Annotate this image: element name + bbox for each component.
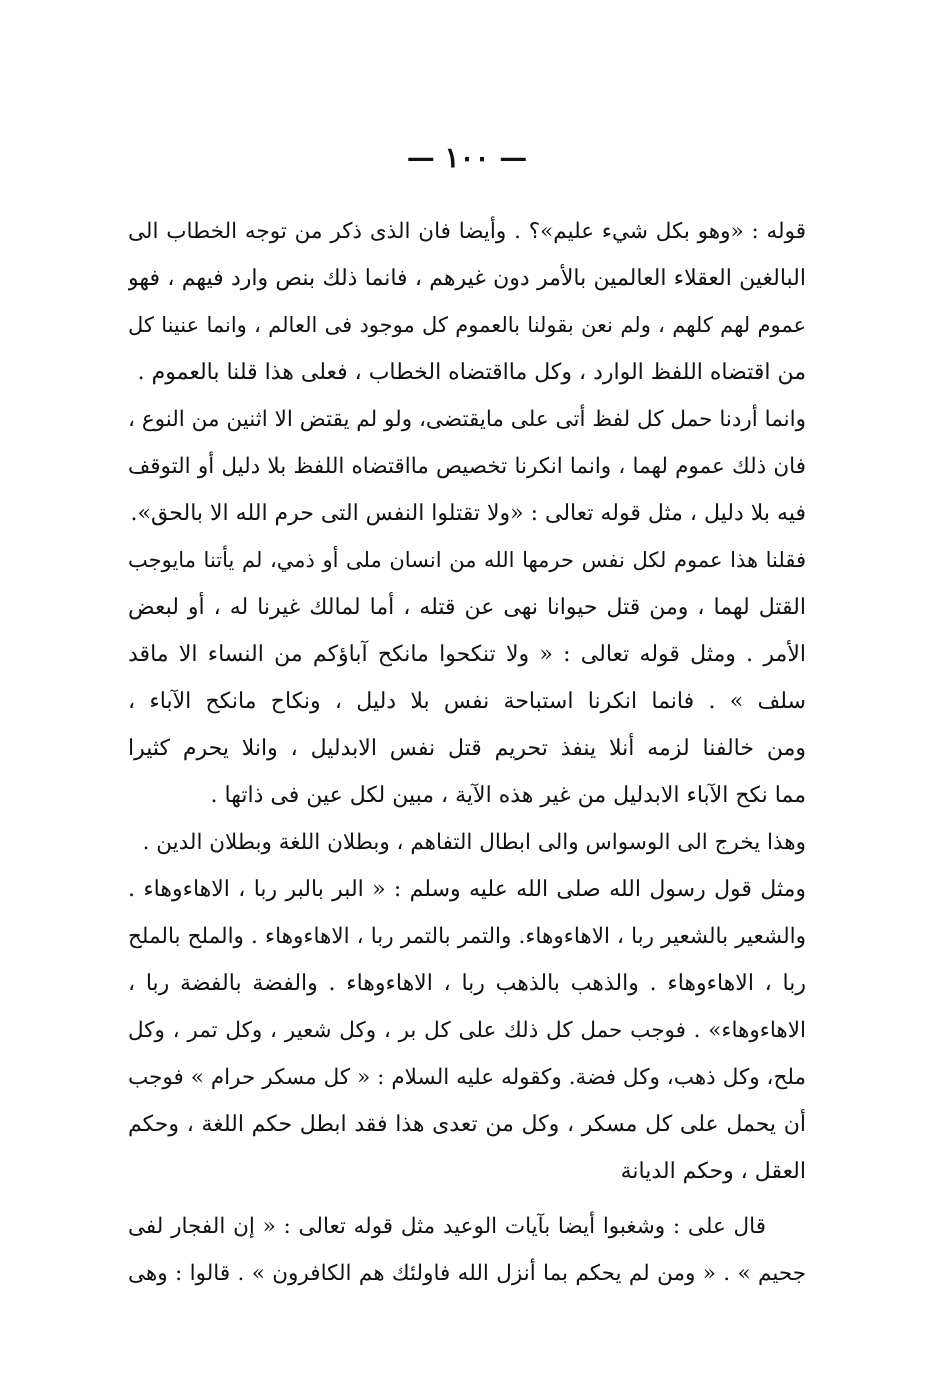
page-body [128, 208, 806, 1297]
text-line: فان ذلك عموم لهما ، وانما انكرنا تخصيص مااقتضاه اللفظ بلا دليل أو التوقف [128, 454, 806, 479]
text-line: أن يحمل على كل مسكر ، وكل من تعدى هذا فقد ابطل حكم اللغة ، وحكم [128, 1112, 806, 1137]
page-number: — ١٠٠ — [406, 141, 528, 174]
text-line: ومن خالفنا لزمه أنلا ينفذ تحريم قتل نفس الابدليل ، وانلا يحرم كثيرا [128, 736, 806, 761]
text-line: وانما أردنا حمل كل لفظ أتى على مايقتضى، ولو لم يقتض الا اثنين من النوع ، [128, 407, 806, 432]
text-line: قال على : وشغبوا أيضا بآيات الوعيد مثل قوله تعالى : « إن الفجار لفى [128, 1214, 766, 1239]
text-line: البالغين العقلاء العالمين بالأمر دون غيرهم ، فانما ذلك بنص وارد فيهم ، فهو [128, 266, 806, 291]
text-line: العقل ، وحكم الديانة [620, 1159, 806, 1184]
text-line: فيه بلا دليل ، مثل قوله تعالى : «ولا تقتلوا النفس التى حرم الله الا بالحق». [130, 501, 806, 526]
text-line: جحيم » . « ومن لم يحكم بما أنزل الله فاولئك هم الكافرون » . قالوا : وهى [128, 1261, 806, 1286]
text-line: عموم لهم كلهم ، ولم نعن بقولنا بالعموم كل موجود فى العالم ، وانما عنينا كل [128, 313, 806, 337]
text-line: الاهاءوهاء» . فوجب حمل كل ذلك على كل بر ، وكل شعير ، وكل تمر ، وكل [128, 1018, 806, 1043]
text-line: فقلنا هذا عموم لكل نفس حرمها الله من انسان ملى أو ذمي، لم يأتنا مايوجب [128, 548, 806, 572]
text-line: القتل لهما ، ومن قتل حيوانا نهى عن قتله ، أما لمالك غيرنا له ، أو لبعض [128, 595, 806, 620]
paragraph-2 [128, 1203, 806, 1297]
text-line: سلف » . فانما انكرنا استباحة نفس بلا دليل ، ونكاح مانكح الآباء ، [128, 689, 806, 714]
paragraph-gap [128, 1195, 806, 1203]
text-line: قوله : «وهو بكل شيء عليم»؟ . وأيضا فان الذى ذكر من توجه الخطاب الى [128, 219, 806, 244]
paragraph-1 [128, 208, 806, 1195]
text-line: من اقتضاه اللفظ الوارد ، وكل مااقتضاه الخطاب ، فعلى هذا قلنا بالعموم . [137, 360, 806, 385]
text-line: ومثل قول رسول الله صلى الله عليه وسلم : « البر بالبر ربا ، الاهاءوهاء . [128, 877, 806, 902]
text-line: والشعير بالشعير ربا ، الاهاءوهاء. والتمر بالتمر ربا ، الاهاءوهاء . والملح بالملح [128, 924, 806, 949]
text-line: الأمر . ومثل قوله تعالى : « ولا تنكحوا مانكح آباؤكم من النساء الا ماقد [128, 642, 806, 667]
text-line: ملح، وكل ذهب، وكل فضة. وكقوله عليه السلام : « كل مسكر حرام » فوجب [128, 1065, 806, 1090]
text-line: مما نكح الآباء الابدليل من غير هذه الآية ، مبين لكل عين فى ذاتها . [210, 783, 806, 808]
text-line: وهذا يخرج الى الوسواس والى ابطال التفاهم ، وبطلان اللغة وبطلان الدين . [142, 830, 806, 855]
text-line: ربا ، الاهاءوهاء . والذهب بالذهب ربا ، الاهاءوهاء . والفضة بالفضة ربا ، [128, 971, 806, 996]
